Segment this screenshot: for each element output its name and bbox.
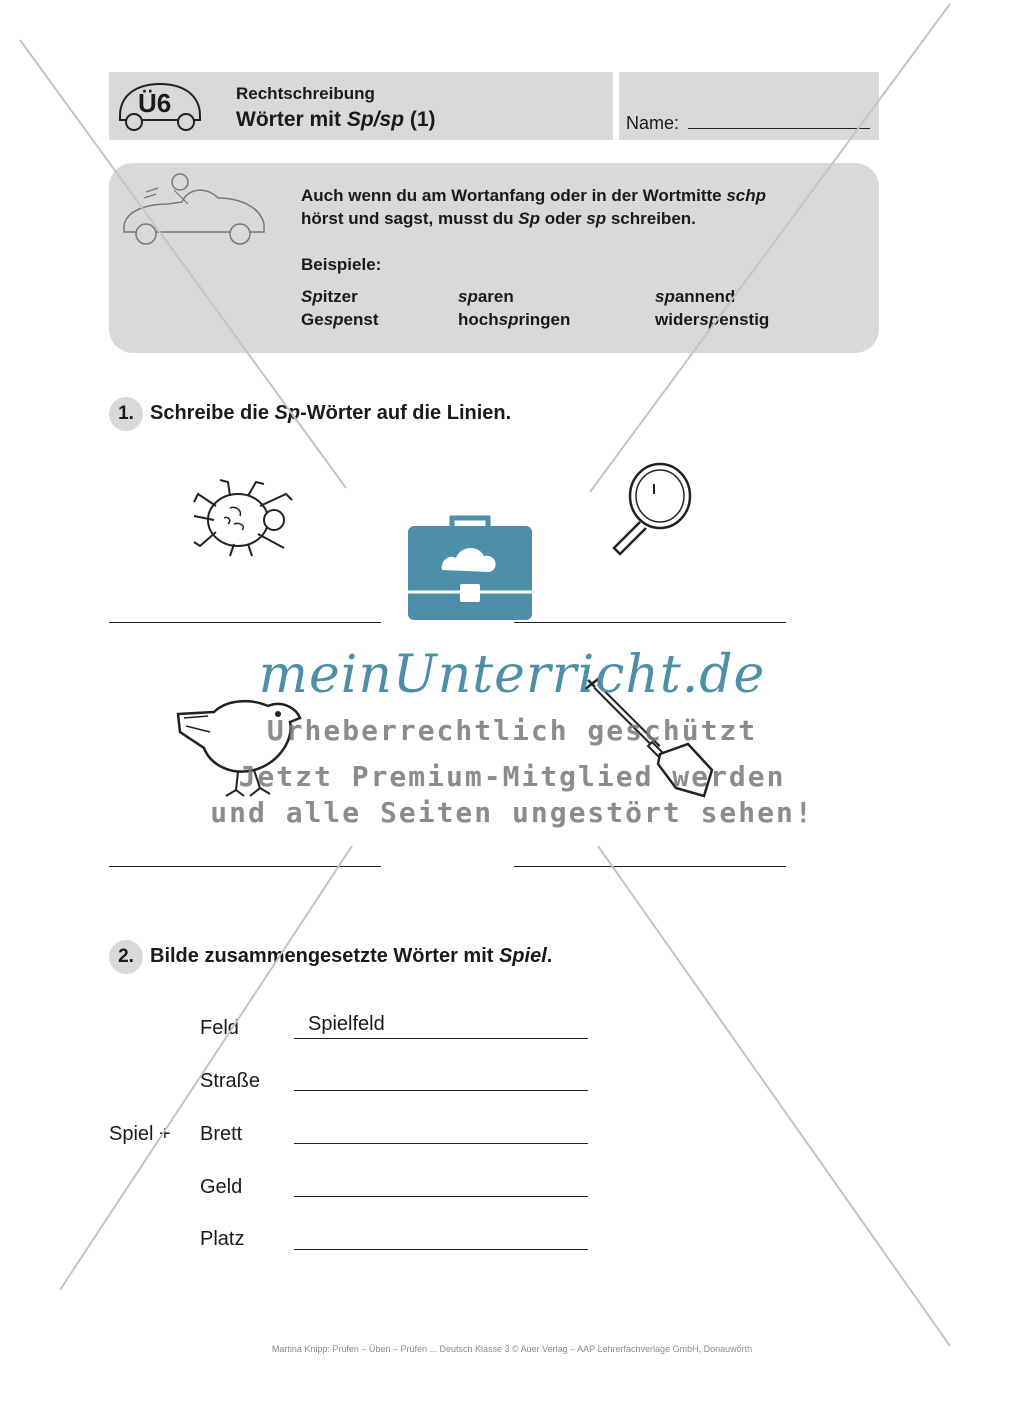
word-label: Straße: [200, 1070, 261, 1092]
answer-line[interactable]: [109, 866, 381, 867]
watermark-line: Jetzt Premium-Mitglied werden: [238, 760, 786, 793]
briefcase-icon: [406, 514, 534, 622]
answer-line[interactable]: [514, 866, 786, 867]
task-instruction: Bilde zusammengesetzte Wörter mit Spiel.: [150, 945, 553, 967]
name-label: Name:: [626, 113, 680, 133]
footer-credit: Martina Knipp: Prüfen – Üben – Prüfen ... Deutsch Klasse 3 © Auer Verlag – AAP Lehrerfachverlage GmbH, Donauwörth: [271, 1344, 753, 1354]
example-word: Spitzer: [301, 287, 358, 306]
example-word: sparen: [458, 287, 514, 306]
race-car-icon: [118, 168, 270, 252]
example-word: Gespenst: [301, 310, 379, 329]
answer-line[interactable]: [294, 1038, 588, 1039]
word-label: Geld: [200, 1176, 243, 1198]
task-number: 2.: [109, 940, 143, 974]
answer-line[interactable]: [514, 622, 786, 623]
task-instruction: Schreibe die Sp-Wörter auf die Linien.: [150, 402, 512, 424]
answer-text: Spielfeld: [308, 1013, 385, 1035]
name-field[interactable]: [688, 128, 870, 129]
mirror-icon: [606, 460, 696, 560]
example-word: hochspringen: [458, 310, 571, 329]
watermark-line: und alle Seiten ungestört sehen!: [210, 796, 814, 829]
page-title: Wörter mit Sp/sp (1): [236, 108, 436, 131]
answer-line[interactable]: [294, 1143, 588, 1144]
answer-line[interactable]: [294, 1196, 588, 1197]
word-label: Platz: [200, 1228, 245, 1250]
subject-label: Rechtschreibung: [236, 84, 375, 103]
exercise-badge: Ü6: [138, 88, 172, 118]
answer-line[interactable]: [294, 1090, 588, 1091]
rule-text: Auch wenn du am Wortanfang oder in der Wortmitte schp hörst und sagst, musst du Sp oder sp schreiben.: [301, 186, 767, 228]
watermark-line: Urheberrechtlich geschützt: [266, 714, 758, 747]
answer-line[interactable]: [109, 622, 381, 623]
spider-icon: [190, 476, 300, 560]
word-label: Brett: [200, 1123, 243, 1145]
prefix-label: Spiel +: [109, 1123, 171, 1145]
examples-label: Beispiele:: [301, 255, 382, 274]
example-word: widerspenstig: [655, 310, 770, 329]
example-word: spannend: [655, 287, 736, 306]
task-number: 1.: [109, 397, 143, 431]
watermark-brand: meinUnterricht.de: [258, 645, 766, 705]
answer-line[interactable]: [294, 1249, 588, 1250]
word-label: Feld: [200, 1017, 239, 1039]
